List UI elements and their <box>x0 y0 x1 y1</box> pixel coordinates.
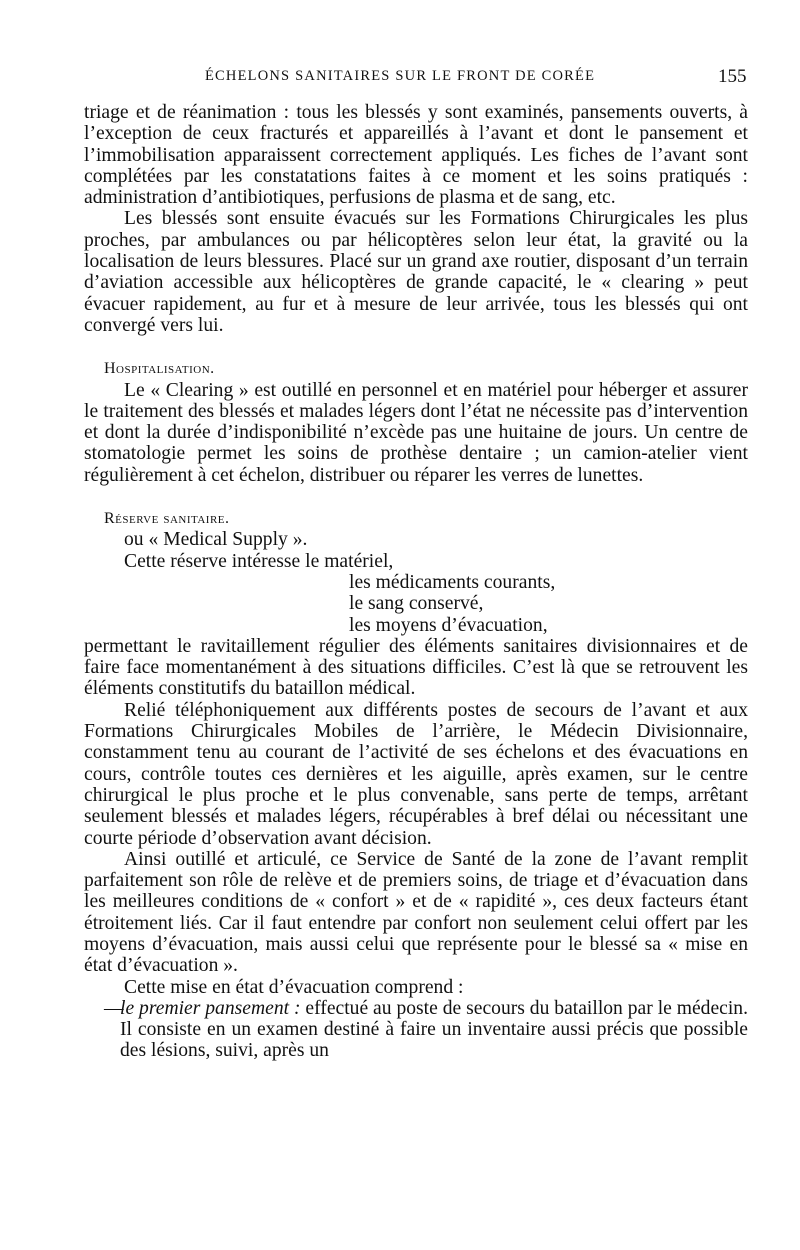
paragraph-ravitaillement: permettant le ravitaillement régulier des éléments sanitaires divisionnaires et de faire face momentanément à des situations difficiles. C’est là que se retrouvent les éléments constitutifs du bataillon médical. <box>84 635 748 700</box>
reserve-line-materiel: Cette réserve intéresse le matériel, <box>124 550 394 572</box>
reserve-line-medical-supply: ou « Medical Supply ». <box>124 529 308 551</box>
paragraph-hospitalisation: Le « Clearing » est outillé en personnel et en matériel pour héberger et assurer le traitement des blessés et malades légers dont l’état ne nécessite pas d’intervention et dont la durée d’indisponibilité n’excède pas une huitaine de jours. Un centre de stomatologie permet les soins de prothèse dentaire ; un camion-atelier vient régulièrement à cet échelon, distribuer ou réparer les verres de lunettes. <box>84 379 748 486</box>
page-number: 155 <box>718 66 747 87</box>
list-item: le sang conservé, <box>349 593 484 615</box>
paragraph-mise-en-etat: Cette mise en état d’évacuation comprend : <box>124 976 464 998</box>
paragraph-evacuation: Les blessés sont ensuite évacués sur les Formations Chirurgicales les plus proches, par ambulances ou par hélicoptères selon leur état, la gravité ou la localisation de leurs blessures. Placé sur un grand axe routier, disposant d’un terrain d’aviation accessible aux hélicoptères de grande capacité, le « clearing » peut évacuer rapidement, au fur et à mesure de leur arrivée, tous les blessés qui ont convergé vers lui. <box>84 208 748 336</box>
page-header <box>0 66 800 88</box>
paragraph-medecin-divisionnaire: Relié téléphoniquement aux différents postes de secours de l’avant et aux Formations Chirurgicales Mobiles de l’arrière, le Médecin Divisionnaire, constamment tenu au courant de l’activité de ses échelons et des évacuations en cours, contrôle toutes ces dernières et les aiguille, après examen, sur le centre chirurgical le plus proche et le plus convenable, sans perte de temps, arrêtant seulement blessés et malades légers, récupérables à bref délai ou nécessitant une courte période d’observation avant décision. <box>84 699 748 849</box>
paragraph-triage: triage et de réanimation : tous les blessés y sont examinés, pansements ouverts, à l’exception de ceux fracturés et appareillés à l’avant et dont le pansement et l’immobilisation apparaissent correctement appliqués. Les fiches de l’avant sont complétées par les constatations faites à ce moment et les soins pratiqués : administration d’antibiotiques, perfusions de plasma et de sang, etc. <box>84 102 748 209</box>
dash-item-text: effectué au poste de secours du bataillon par le médecin. Il consiste en un examen destiné à faire un inventaire aussi précis que possible des lésions, suivi, après un <box>120 997 749 1062</box>
heading-reserve-sanitaire: Réserve sanitaire. <box>104 510 230 528</box>
reserve-list <box>349 572 748 636</box>
list-item: les moyens d’évacuation, <box>349 614 548 636</box>
body-text <box>84 102 748 1062</box>
dash-marker: — <box>104 997 124 1019</box>
italic-term: le premier pansement : <box>120 997 301 1019</box>
list-item: les médicaments courants, <box>349 571 556 593</box>
heading-hospitalisation: Hospitalisation. <box>104 360 215 378</box>
dash-list-item <box>84 998 748 1062</box>
paragraph-conclusion: Ainsi outillé et articulé, ce Service de Santé de la zone de l’avant remplit parfaitement son rôle de relève et de premiers soins, de triage et d’évacuation dans les meilleures conditions de « confort » et de « rapidité », ces deux facteurs étant étroitement liés. Car il faut entendre par confort non seulement celui offert par les moyens d’évacuation, mais aussi celui que représente pour le blessé sa « mise en état d’évacuation ». <box>84 848 748 977</box>
running-title: ÉCHELONS SANITAIRES SUR LE FRONT DE CORÉE <box>205 68 596 84</box>
